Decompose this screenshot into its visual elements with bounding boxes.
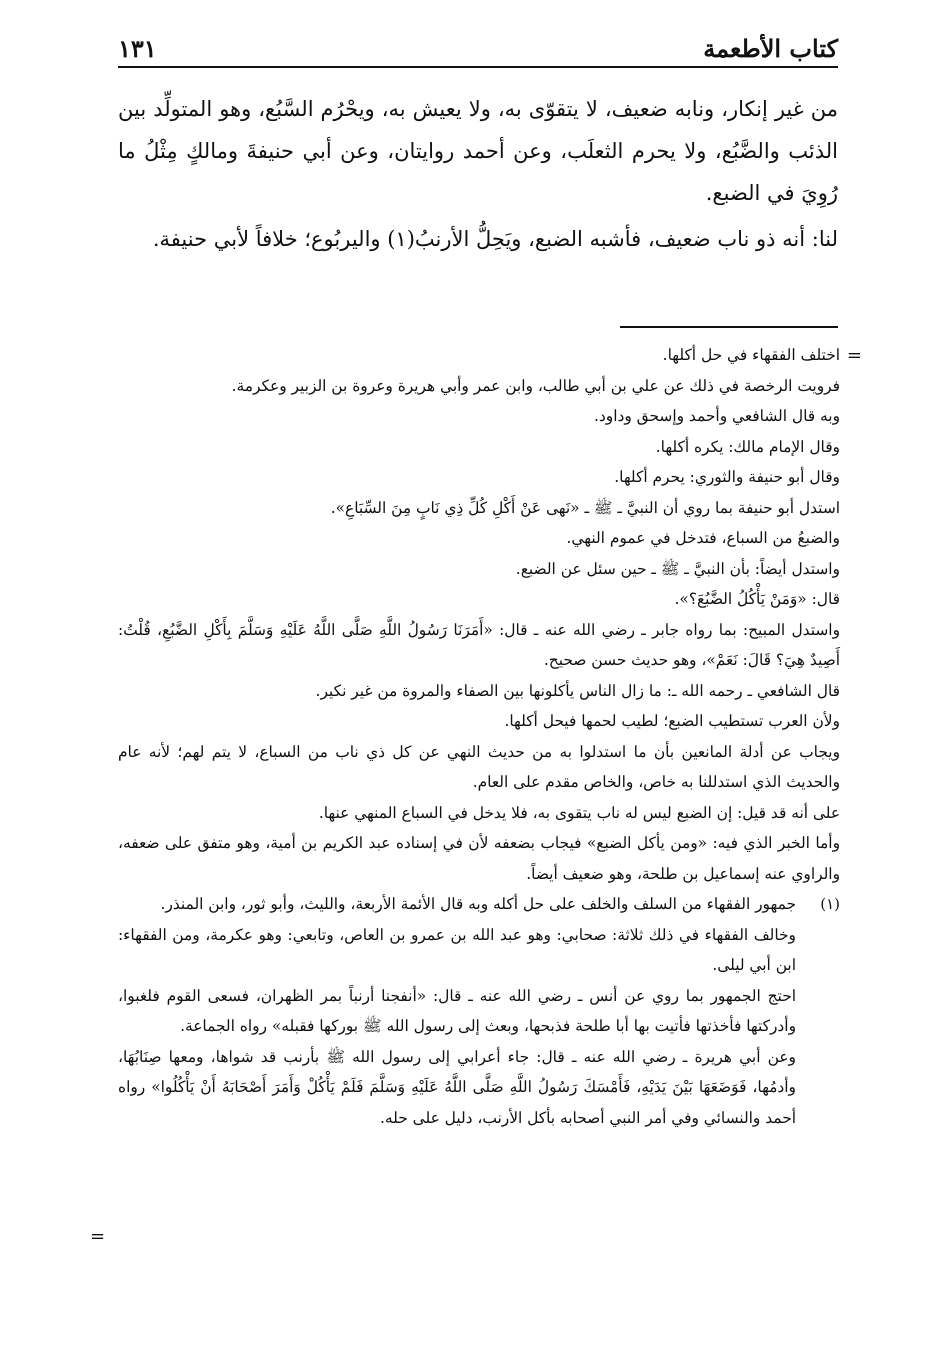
footnote-line: وخالف الفقهاء في ذلك ثلاثة: صحابي: وهو عبد الله بن عمرو بن العاص، وتابعي: وهو عكرمة، ومن الفقهاء: ابن أبي ليلى. [118, 925, 796, 974]
footnote-line: جمهور الفقهاء من السلف والخلف على حل أكله وبه قال الأئمة الأربعة، والليث، وأبو ثور، وابن المنذر. [160, 895, 796, 913]
main-text [118, 88, 838, 264]
footnote-line: واستدل أيضاً: بأن النبيَّ ـ ﷺ ـ حين سئل عن الضبع. [515, 559, 840, 578]
chapter-title: كتاب الأطعمة [703, 34, 838, 63]
footnote-line: وقال أبو حنيفة والثوري: يحرم أكلها. [614, 468, 840, 486]
footnote-line: وقال الإمام مالك: يكره أكلها. [655, 437, 840, 456]
continuation-mark-top: = [846, 345, 862, 366]
footnote-line: وعن أبي هريرة ـ رضي الله عنه ـ قال: جاء أعرابي إلى رسول الله ﷺ بأرنب قد شواها، ومعها صِنَابُهَا، وأدمُها، فَوَضَعَهَا بَيْنَ يَدَيْهِ، فَأَمْسَكَ رَسُولُ اللَّهِ صَلَّى اللَّهُ عَلَيْهِ وَسَلَّمَ فَلَمْ يَأْكُلْ وَأَمَرَ أَصْحَابَهُ أَنْ يَأْكُلُوا» رواه أحمد والنسائي وفي أمر النبي أصحابه بأكل الأرنب، دليل على حله. [118, 1047, 796, 1127]
footnote-line: والضبعُ من السباع، فتدخل في عموم النهي. [566, 529, 840, 547]
footnote-line: واستدل المبيح: بما رواه جابر ـ رضي الله عنه ـ قال: «أَمَرَنَا رَسُولُ اللَّهِ صَلَّى اللَّهُ عَلَيْهِ وَسَلَّمَ بِأَكْلِ الضَّبُعِ، قُلْتُ: أَصِيدٌ هِيَ؟ قَالَ: نَعَمْ»، وهو حديث حسن صحيح. [118, 620, 840, 669]
footnote-marker: (١) [820, 895, 840, 913]
footnote-line: وأما الخبر الذي فيه: «ومن يأكل الضبع» فيجاب بضعفه لأن في إسناده عبد الكريم بن أمية، وهو متفق على ضعفه، والراوي عنه إسماعيل بن طلحة، وهو ضعيف أيضاً. [118, 834, 840, 883]
footnote-line: ويجاب عن أدلة المانعين بأن ما استدلوا به من حديث النهي عن كل ذي ناب من السباع، لا يتم لهم؛ لأنه عام والحديث الذي استدللنا به خاص، والخاص مقدم على العام. [118, 742, 840, 791]
footnote-line: على أنه قد قيل: إن الضبع ليس له ناب يتقوى به، فلا يدخل في السباع المنهي عنها. [318, 803, 840, 822]
page-header [118, 30, 838, 68]
footnotes-block [118, 340, 840, 1133]
footnote-line: قال: «وَمَنْ يَأْكُلُ الضَّبُعَ؟». [674, 590, 840, 608]
main-paragraph: من غير إنكار، ونابه ضعيف، لا يتقوّى به، ولا يعيش به، ويحْرُم السَّبُع، وهو المتولِّد بين الذئب والضَّبُع، ولا يحرم الثعلَب، وعن أحمد روايتان، وعن أبي حنيفةَ ومالكٍ مِثْلُ ما رُوِيَ في الضبع. [118, 97, 838, 205]
footnote-line: قال الشافعي ـ رحمه الله ـ: ما زال الناس يأكلونها بين الصفاء والمروة من غير نكير. [315, 681, 840, 700]
main-paragraph: لنا: أنه ذو ناب ضعيف، فأشبه الضبع، ويَحِلُّ الأرنبُ(١) واليربُوع؛ خلافاً لأبي حنيفة. [152, 227, 838, 251]
footnote-1 [118, 889, 840, 1133]
footnote-line: اختلف الفقهاء في حل أكلها. [662, 346, 840, 364]
footnote-line: وبه قال الشافعي وأحمد وإسحق وداود. [594, 407, 840, 425]
footnote-line: احتج الجمهور بما روي عن أنس ـ رضي الله عنه ـ قال: «أنفجنا أرنباً بمر الظهران، فسعى القوم فلغبوا، وأدركتها فأخذتها فأتيت بها أبا طلحة فذبحها، وبعث إلى رسول الله ﷺ بوركها فقبله» رواه الجماعة. [118, 986, 796, 1035]
page-number: ١٣١ [118, 34, 157, 63]
footnote-line: ولأن العرب تستطيب الضبع؛ لطيب لحمها فيحل أكلها. [504, 712, 840, 730]
footnote-line: استدل أبو حنيفة بما روي أن النبيَّ ـ ﷺ ـ «نَهى عَنْ أَكْلِ كُلِّ ذِي نَابٍ مِنَ السِّبَاعِ». [330, 498, 840, 517]
footnote-line: فرويت الرخصة في ذلك عن علي بن أبي طالب، وابن عمر وأبي هريرة وعروة بن الزبير وعكرمة. [231, 376, 840, 395]
continuation-mark-bottom: = [90, 1226, 106, 1247]
footnote-separator [620, 326, 838, 328]
